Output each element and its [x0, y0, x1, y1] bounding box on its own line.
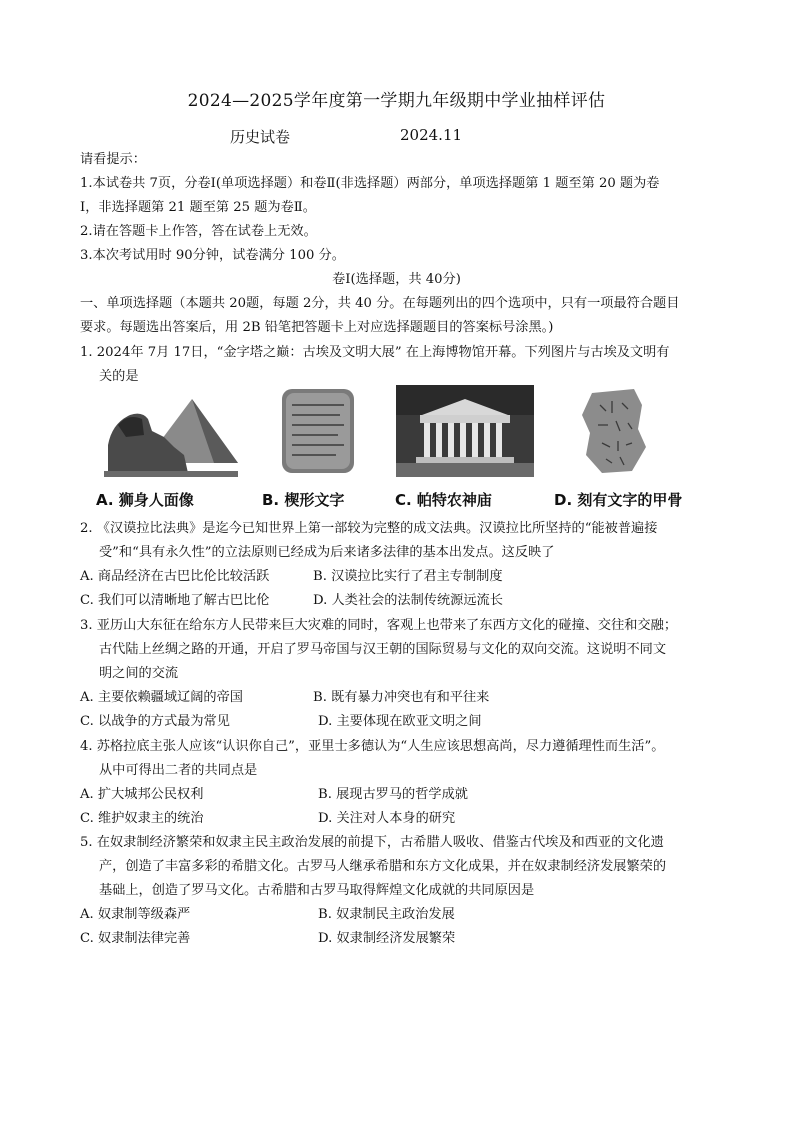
q2-option-a: A. 商品经济在古巴比伦比较活跃: [80, 569, 270, 584]
question-1-stem: 1. 2024年 7月 17日，“金字塔之巅：古埃及文明大展” 在上海博物馆开幕。下列图片与古埃及文明有: [80, 345, 670, 360]
question-5-stem-cont2: 基础上，创造了罗马文化。古希腊和古罗马取得辉煌文化成就的共同原因是: [99, 883, 535, 898]
q1-option-c: C. 帕特农神庙: [395, 491, 492, 509]
note-1: 1.本试卷共 7页，分卷Ⅰ(单项选择题）和卷Ⅱ(非选择题）两部分，单项选择题第 1 题至第 20 题为卷: [80, 176, 660, 191]
question-5-stem-cont: 产，创造了丰富多彩的希腊文化。古罗马人继承希腊和东方文化成果，并在奴隶制经济发展繁荣的: [99, 859, 667, 874]
section-intro-cont: 要求。每题选出答案后，用 2B 铅笔把答题卡上对应选择题题目的答案标号涂黑。): [80, 320, 554, 335]
sphinx-pyramid-image: [104, 385, 238, 477]
q4-option-b: B. 展现古罗马的哲学成就: [318, 787, 468, 802]
note-1-cont: Ⅰ，非选择题第 21 题至第 25 题为卷Ⅱ。: [80, 200, 316, 215]
parthenon-image: [396, 385, 534, 477]
clay-tablet-image: [278, 385, 358, 477]
q1-option-b: B. 楔形文字: [262, 491, 345, 509]
q4-option-a: A. 扩大城邦公民权利: [80, 787, 204, 802]
question-3-stem: 3. 亚历山大东征在给东方人民带来巨大灾难的同时，客观上也带来了东西方文化的碰撞、交往和交融；: [80, 618, 678, 633]
question-1-stem-cont: 关的是: [99, 369, 139, 384]
q5-option-a: A. 奴隶制等级森严: [80, 907, 191, 922]
note-2: 2.请在答题卡上作答，答在试卷上无效。: [80, 224, 317, 239]
question-3-stem-cont: 古代陆上丝绸之路的开通，开启了罗马帝国与汉王朝的国际贸易与文化的双向交流。这说明不同文: [99, 642, 667, 657]
q3-option-a: A. 主要依赖疆域辽阔的帝国: [80, 690, 243, 705]
oracle-bone-image: [572, 385, 658, 477]
notes-heading: 请看提示：: [80, 152, 146, 167]
q3-option-d: D. 主要体现在欧亚文明之间: [318, 714, 482, 729]
q2-option-d: D. 人类社会的法制传统源远流长: [313, 593, 503, 608]
q5-option-b: B. 奴隶制民主政治发展: [318, 907, 455, 922]
question-4-stem: 4. 苏格拉底主张人应该“认识你自己”，亚里士多德认为“人生应该思想高尚，尽力遵循理性而生活”。: [80, 739, 665, 754]
q2-option-b: B. 汉谟拉比实行了君主专制制度: [313, 569, 503, 584]
section-intro: 一、单项选择题（本题共 20题，每题 2分，共 40 分。在每题列出的四个选项中，只有一项最符合题目: [80, 296, 680, 311]
question-5-stem: 5. 在奴隶制经济繁荣和奴隶主民主政治发展的前提下，古希腊人吸收、借鉴古代埃及和西亚的文化遗: [80, 835, 664, 850]
q3-option-c: C. 以战争的方式最为常见: [80, 714, 230, 729]
question-2-stem: 2. 《汉谟拉比法典》是迄今已知世界上第一部较为完整的成文法典。汉谟拉比所坚持的“能被普遍接: [80, 521, 658, 536]
exam-title: 2024—2025学年度第一学期九年级期中学业抽样评估: [187, 91, 606, 111]
section-title: 卷Ⅰ(选择题，共 40分): [332, 272, 461, 287]
q5-option-d: D. 奴隶制经济发展繁荣: [318, 931, 456, 946]
q4-option-c: C. 维护奴隶主的统治: [80, 811, 204, 826]
exam-date: 2024.11: [400, 126, 463, 144]
q1-option-d: D. 刻有文字的甲骨: [554, 491, 683, 509]
question-2-stem-cont: 受”和“具有永久性”的立法原则已经成为后来诸多法律的基本出发点。这反映了: [99, 545, 555, 560]
q5-option-c: C. 奴隶制法律完善: [80, 931, 191, 946]
subject-label: 历史试卷: [230, 128, 291, 146]
q4-option-d: D. 关注对人本身的研究: [318, 811, 456, 826]
question-3-stem-cont2: 明之间的交流: [99, 666, 179, 681]
note-3: 3.本次考试用时 90分钟，试卷满分 100 分。: [80, 248, 345, 263]
q1-option-a: A. 狮身人面像: [96, 491, 194, 509]
q2-option-c: C. 我们可以清晰地了解古巴比伦: [80, 593, 270, 608]
question-4-stem-cont: 从中可得出二者的共同点是: [99, 763, 258, 778]
q3-option-b: B. 既有暴力冲突也有和平往来: [313, 690, 490, 705]
